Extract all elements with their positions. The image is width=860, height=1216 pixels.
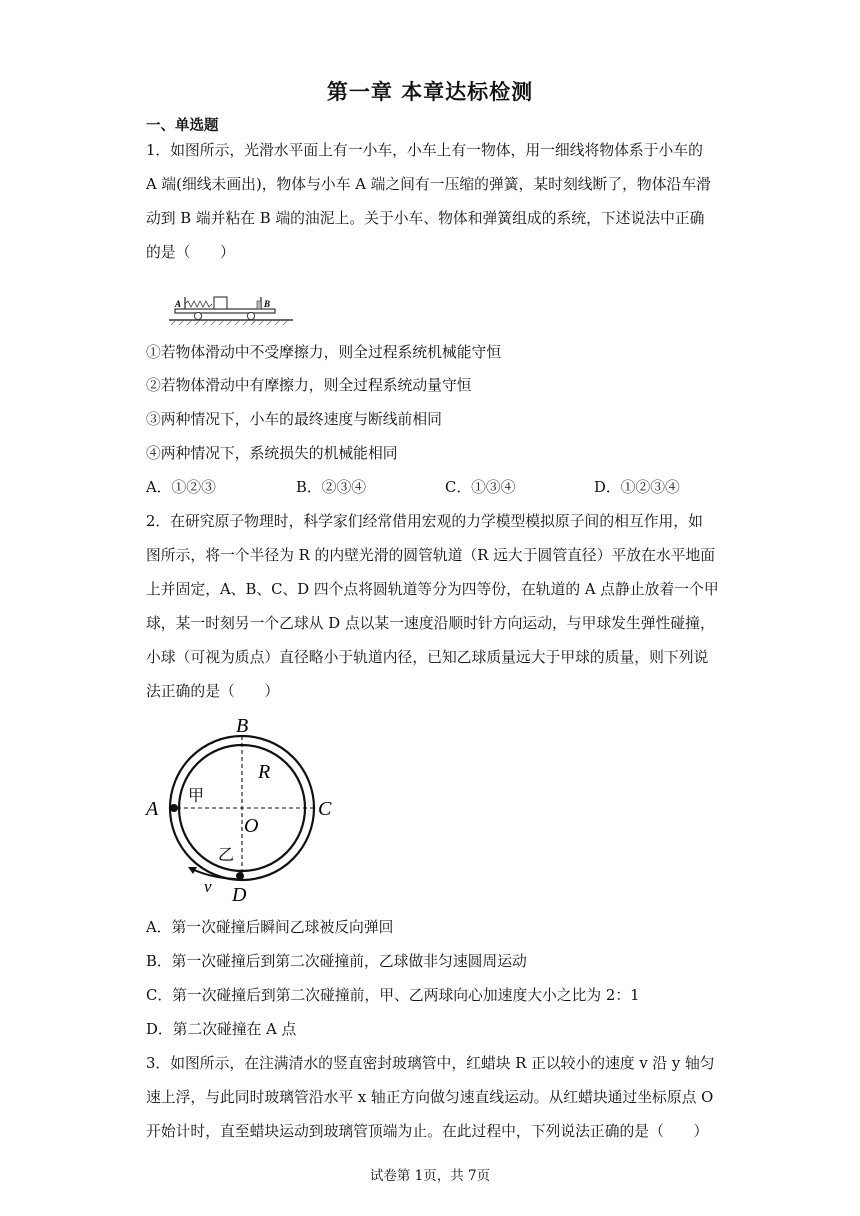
q1-line-2: A 端(细线未画出)，物体与小车 A 端之间有一压缩的弹簧，某时刻线断了，物体沿车滑	[146, 176, 711, 193]
q2-line-5: 小球（可视为质点）直径略小于轨道内径，已知乙球质量远大于甲球的质量，则下列说	[146, 649, 709, 666]
q2-line-6: 法正确的是（ ）	[146, 683, 280, 700]
circular-track-figure	[140, 708, 350, 908]
q2-option-d[interactable]: D．第二次碰撞在 A 点	[146, 1021, 297, 1038]
label-b: B	[264, 299, 271, 309]
q1-line-3: 动到 B 端并粘在 B 端的油泥上。关于小车、物体和弹簧组成的系统，下述说法中正确	[146, 210, 705, 227]
label-o: O	[244, 815, 259, 837]
q1-statement-3: ③两种情况下，小车的最终速度与断线前相同	[146, 411, 442, 428]
q1-statement-4: ④两种情况下，系统损失的机械能相同	[146, 445, 398, 462]
q2-line-3: 上并固定，A、B、C、D 四个点将圆轨道等分为四等份，在轨道的 A 点静止放着一个甲	[146, 581, 719, 598]
label-v: v	[204, 877, 212, 896]
q2-line-4: 球，某一时刻另一个乙球从 D 点以某一速度沿顺时针方向运动，与甲球发生弹性碰撞，	[146, 615, 715, 632]
label-jia: 甲	[188, 788, 205, 805]
q1-line-1: 1．如图所示，光滑水平面上有一小车，小车上有一物体，用一细线将物体系于小车的	[146, 142, 703, 159]
q3-line-3: 开始计时，直至蜡块运动到玻璃管顶端为止。在此过程中，下列说法正确的是（ ）	[146, 1123, 709, 1140]
page-title: 第一章 本章达标检测	[326, 80, 534, 104]
q1-statement-1: ①若物体滑动中不受摩擦力，则全过程系统机械能守恒	[146, 344, 502, 361]
cart-figure	[165, 284, 297, 326]
q1-option-d[interactable]: D．①②③④	[594, 479, 680, 496]
label-a: A	[175, 299, 182, 309]
label-yi: 乙	[218, 847, 235, 864]
q3-line-1: 3．如图所示，在注满清水的竖直密封玻璃管中，红蜡块 R 正以较小的速度 v 沿 y 轴匀	[146, 1055, 715, 1072]
q1-option-b[interactable]: B．②③④	[296, 479, 367, 496]
q2-option-b[interactable]: B．第一次碰撞后到第二次碰撞前，乙球做非匀速圆周运动	[146, 953, 527, 970]
label-b: B	[236, 715, 249, 737]
label-r: R	[258, 761, 271, 783]
q1-statement-2: ②若物体滑动中有摩擦力，则全过程系统动量守恒	[146, 377, 472, 394]
q2-option-a[interactable]: A．第一次碰撞后瞬间乙球被反向弹回	[146, 919, 394, 936]
q2-option-c[interactable]: C．第一次碰撞后到第二次碰撞前，甲、乙两球向心加速度大小之比为 2：1	[146, 987, 640, 1004]
section-heading: 一、单选题	[146, 118, 219, 134]
q1-option-a[interactable]: A．①②③	[146, 479, 216, 496]
q2-line-2: 图所示，将一个半径为 R 的内壁光滑的圆管轨道（R 远大于圆管直径）平放在水平地面	[146, 547, 716, 564]
label-d: D	[232, 884, 247, 906]
page-footer: 试卷第 1页，共 7页	[369, 1168, 491, 1184]
q1-line-4: 的是（ ）	[146, 244, 235, 261]
q1-option-c[interactable]: C．①③④	[445, 479, 516, 496]
q3-line-2: 速上浮，与此同时玻璃管沿水平 x 轴正方向做匀速直线运动。从红蜡块通过坐标原点 O	[146, 1089, 714, 1106]
label-c: C	[318, 798, 332, 820]
label-a: A	[146, 798, 159, 820]
q2-line-1: 2．在研究原子物理时，科学家们经常借用宏观的力学模型模拟原子间的相互作用，如	[146, 513, 703, 530]
